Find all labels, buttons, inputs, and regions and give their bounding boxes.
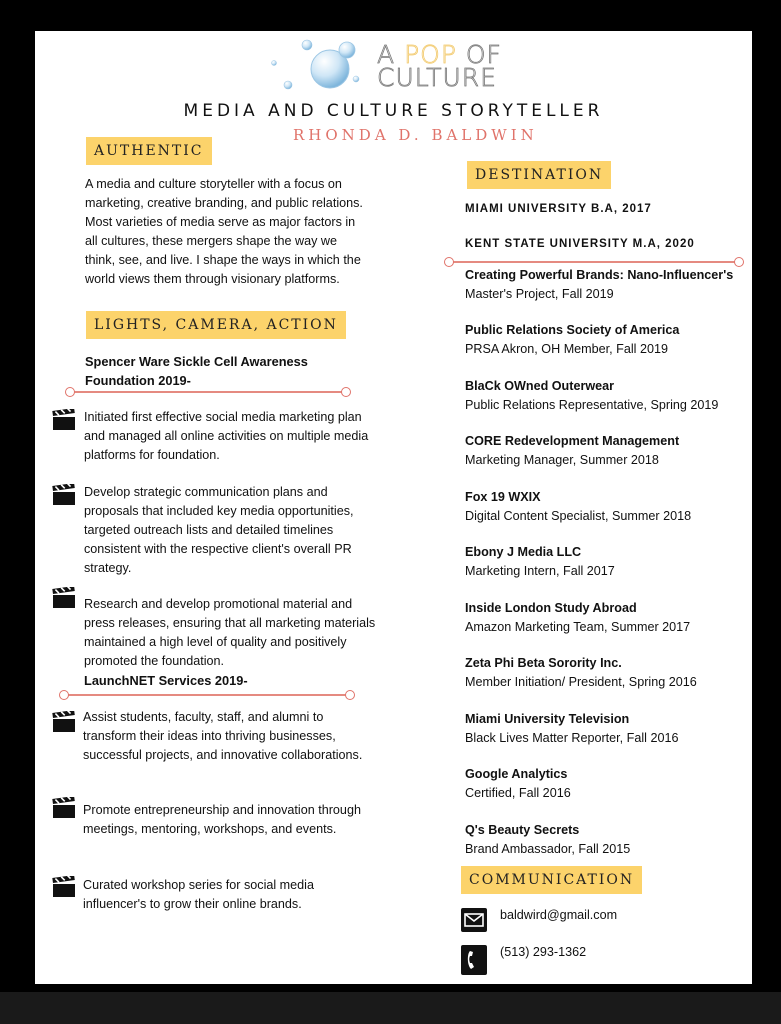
email-link[interactable]: baldwird@gmail.com bbox=[500, 908, 618, 922]
phone-icon bbox=[461, 945, 487, 975]
clapperboard-icon bbox=[52, 876, 76, 898]
experience-subtitle: PRSA Akron, OH Member, Fall 2019 bbox=[465, 342, 668, 356]
experience-subtitle: Master's Project, Fall 2019 bbox=[465, 287, 614, 301]
experience-title: Public Relations Society of America bbox=[465, 323, 680, 337]
clapperboard-icon bbox=[52, 797, 76, 819]
org2-item-3: Curated workshop series for social media influencer's to grow their online brands. bbox=[83, 878, 314, 911]
clapperboard-icon bbox=[52, 711, 76, 733]
logo-word-pop: POP bbox=[404, 40, 457, 69]
experience-item bbox=[465, 710, 750, 748]
experience-title: Miami University Television bbox=[465, 712, 630, 726]
resume-page bbox=[35, 31, 752, 984]
experience-title: Inside London Study Abroad bbox=[465, 601, 637, 615]
experience-item bbox=[465, 488, 750, 526]
experience-subtitle: Public Relations Representative, Spring 2019 bbox=[465, 398, 719, 412]
org-spencer-ware: Spencer Ware Sickle Cell Awareness Foundation 2019- bbox=[85, 354, 308, 388]
experience-item bbox=[465, 543, 750, 581]
experience-item bbox=[465, 266, 750, 304]
experience-item bbox=[465, 432, 750, 470]
lights-heading: LIGHTS, CAMERA, ACTION bbox=[86, 311, 346, 339]
org1-item-2: Develop strategic communication plans and proposals that included key media opportunities, targeted outreach lists and detailed timelines consistent with the respective client's overall PR strategy. bbox=[84, 485, 354, 575]
clapperboard-icon bbox=[52, 409, 76, 431]
logo-text bbox=[377, 40, 502, 92]
resume-title: MEDIA AND CULTURE STORYTELLER bbox=[183, 101, 604, 121]
authentic-heading: AUTHENTIC bbox=[86, 137, 212, 165]
experience-title: Q's Beauty Secrets bbox=[465, 823, 580, 837]
experience-item bbox=[465, 321, 750, 359]
experience-subtitle: Black Lives Matter Reporter, Fall 2016 bbox=[465, 731, 679, 745]
experience-title: Fox 19 WXIX bbox=[465, 490, 541, 504]
bubbles-icon bbox=[260, 35, 370, 97]
phone-number: (513) 293-1362 bbox=[500, 945, 587, 959]
experience-title: Zeta Phi Beta Sorority Inc. bbox=[465, 656, 622, 670]
resume-name: RHONDA D. BALDWIN bbox=[293, 126, 538, 144]
experience-subtitle: Marketing Intern, Fall 2017 bbox=[465, 564, 615, 578]
logo bbox=[260, 35, 520, 97]
experience-item bbox=[465, 377, 750, 415]
experience-subtitle: Marketing Manager, Summer 2018 bbox=[465, 453, 659, 467]
communication-heading: COMMUNICATION bbox=[461, 866, 642, 894]
experience-subtitle: Certified, Fall 2016 bbox=[465, 786, 571, 800]
experience-subtitle: Member Initiation/ President, Spring 2016 bbox=[465, 675, 697, 689]
experience-title: CORE Redevelopment Management bbox=[465, 434, 680, 448]
logo-word-of: OF bbox=[465, 40, 502, 69]
envelope-icon bbox=[461, 908, 487, 932]
timeline-divider bbox=[65, 387, 351, 397]
experience-title: Google Analytics bbox=[465, 767, 568, 781]
experience-item bbox=[465, 821, 750, 859]
experience-title: BlaCk OWned Outerwear bbox=[465, 379, 615, 393]
experience-item bbox=[465, 654, 750, 692]
experience-item bbox=[465, 765, 750, 803]
org2-item-1: Assist students, faculty, staff, and alumni to transform their ideas into thriving businesses, successful projects, and innovative collaborations. bbox=[83, 710, 363, 762]
destination-heading: DESTINATION bbox=[467, 161, 611, 189]
bottom-bar bbox=[0, 992, 781, 1024]
experience-title: Creating Powerful Brands: Nano-Influencer's bbox=[465, 268, 734, 282]
experience-title: Ebony J Media LLC bbox=[465, 545, 582, 559]
logo-word-a: A bbox=[377, 40, 396, 69]
org2-item-2: Promote entrepreneurship and innovation through meetings, mentoring, workshops, and events. bbox=[83, 803, 361, 836]
logo-word-culture: CULTURE bbox=[377, 63, 497, 92]
clapperboard-icon bbox=[52, 484, 76, 506]
experience-subtitle: Amazon Marketing Team, Summer 2017 bbox=[465, 620, 691, 634]
experience-item bbox=[465, 599, 750, 637]
education-item-1: MIAMI UNIVERSITY B.A, 2017 bbox=[465, 203, 652, 215]
experience-subtitle: Brand Ambassador, Fall 2015 bbox=[465, 842, 631, 856]
authentic-text: A media and culture storyteller with a focus on marketing, creative branding, and public relations. Most varieties of media serve as major factors in all cultures, these mergers shape the way we think, see, and live. I shape the ways in which the world views them through visionary platforms. bbox=[85, 177, 363, 286]
org1-item-1: Initiated first effective social media marketing plan and managed all online activities on multiple media platforms for foundation. bbox=[84, 410, 369, 462]
org-launchnet: LaunchNET Services 2019- bbox=[84, 673, 248, 688]
org1-item-3: Research and develop promotional material and press releases, ensuring that all marketing materials maintained a high level of quality and positively promoted the foundation. bbox=[84, 597, 376, 668]
timeline-divider bbox=[59, 690, 355, 700]
clapperboard-icon bbox=[52, 587, 76, 609]
experience-subtitle: Digital Content Specialist, Summer 2018 bbox=[465, 509, 692, 523]
education-item-2: KENT STATE UNIVERSITY M.A, 2020 bbox=[465, 238, 695, 250]
